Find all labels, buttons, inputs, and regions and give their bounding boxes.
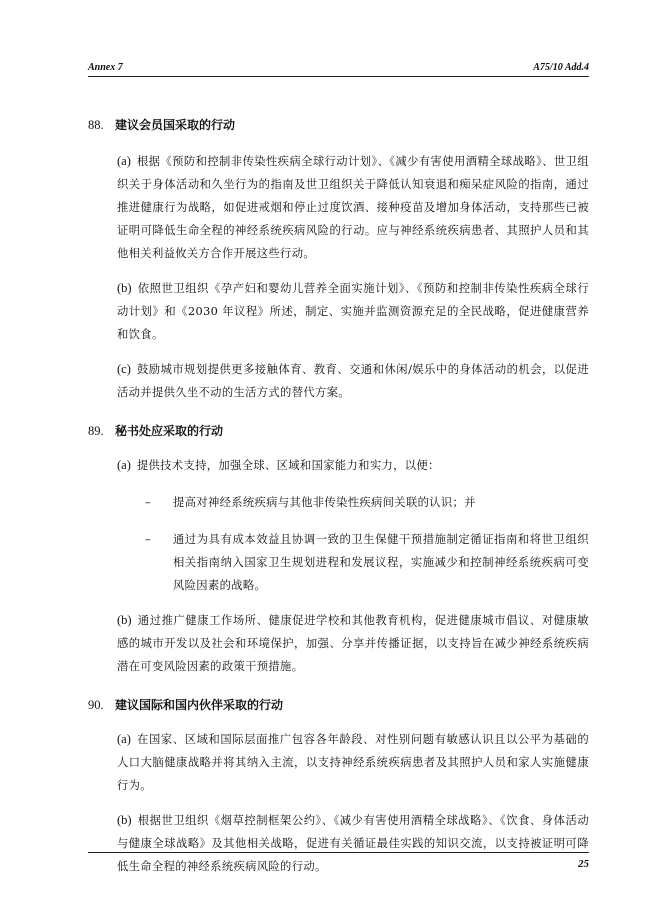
item-text: 在国家、区域和国际层面推广包容各年龄段、对性别问题有敏感认识且以公平为基础的人口大脑健康战略并将其纳入主流，以支持神经系统疾病患者及其照护人员和家人实施健康行为。 (117, 733, 589, 792)
dash-marker: – (145, 533, 151, 546)
page-body (88, 116, 589, 878)
paragraph-88a (117, 150, 589, 265)
annex-label: Annex 7 (88, 62, 123, 73)
bullet-item-1 (145, 491, 589, 514)
dash-marker: – (145, 496, 151, 509)
document-code: A75/10 Add.4 (533, 62, 589, 73)
item-text: 通过推广健康工作场所、健康促进学校和其他教育机构，促进健康城市倡议、对健康敏感的城市开发以及社会和环境保护，加强、分享并传播证据，以支持旨在减少神经系统疾病潜在可变风险因素的政策干预措施。 (117, 614, 589, 673)
section-title: 建议国际和国内伙伴采取的行动 (115, 698, 284, 712)
section-88-heading (88, 116, 589, 134)
running-header (88, 60, 589, 77)
paragraph-89a (117, 454, 589, 477)
section-title: 建议会员国采取的行动 (115, 118, 236, 132)
item-label: (a) (117, 154, 131, 168)
item-label: (a) (117, 732, 131, 746)
item-label: (c) (117, 362, 131, 376)
item-text: 依照世卫组织《孕产妇和婴幼儿营养全面实施计划》、《预防和控制非传染性疾病全球行动计划》和《2030 年议程》所述，制定、实施并监测资源充足的全民战略，促进健康营养和饮食。 (117, 282, 589, 341)
bullet-text: 通过为具有成本效益且协调一致的卫生保健干预措施制定循证指南和将世卫组织相关指南纳入国家卫生规划进程和发展议程，实施减少和控制神经系统疾病可变风险因素的战略。 (173, 533, 589, 592)
item-text: 鼓励城市规划提供更多接触体育、教育、交通和休闲/娱乐中的身体活动的机会，以促进活动并提供久坐不动的生活方式的替代方案。 (117, 363, 589, 399)
section-89-heading (88, 422, 589, 440)
item-text: 提供技术支持，加强全球、区域和国家能力和实力，以便： (136, 459, 440, 472)
item-text: 根据世卫组织《烟草控制框架公约》、《减少有害使用酒精全球战略》、《饮食、身体活动与健康全球战略》及其他相关战略，促进有关循证最佳实践的知识交流，以支持被证明可降低生命全程的神经系统疾病风险的行动。 (117, 814, 589, 873)
item-label: (a) (117, 458, 131, 472)
item-label: (b) (117, 613, 132, 627)
paragraph-88c (117, 358, 589, 404)
bullet-text: 提高对神经系统疾病与其他非传染性疾病间关联的认识；并 (173, 496, 476, 509)
section-number: 89. (88, 424, 104, 438)
item-label: (b) (117, 281, 132, 295)
section-title: 秘书处应采取的行动 (115, 424, 224, 438)
paragraph-90a (117, 728, 589, 797)
paragraph-88b (117, 277, 589, 346)
section-number: 90. (88, 698, 104, 712)
item-label: (b) (117, 813, 132, 827)
section-90-heading (88, 696, 589, 714)
section-number: 88. (88, 118, 104, 132)
item-text: 根据《预防和控制非传染性疾病全球行动计划》、《减少有害使用酒精全球战略》、世卫组织关于身体活动和久坐行为的指南及世卫组织关于降低认知衰退和痴呆症风险的指南，通过推进健康行为战略，如促进戒烟和停止过度饮酒、接种疫苗及增加身体活动，支持那些已被证明可降低生命全程的神经系统疾病风险的行动。应与神经系统疾病患者、其照护人员和其他相关利益攸关方合作开展这些行动。 (117, 155, 589, 260)
bullet-item-2 (145, 528, 589, 597)
footer-rule (88, 852, 589, 853)
paragraph-89b (117, 609, 589, 678)
page-number: 25 (578, 858, 589, 870)
paragraph-90b (117, 809, 589, 878)
